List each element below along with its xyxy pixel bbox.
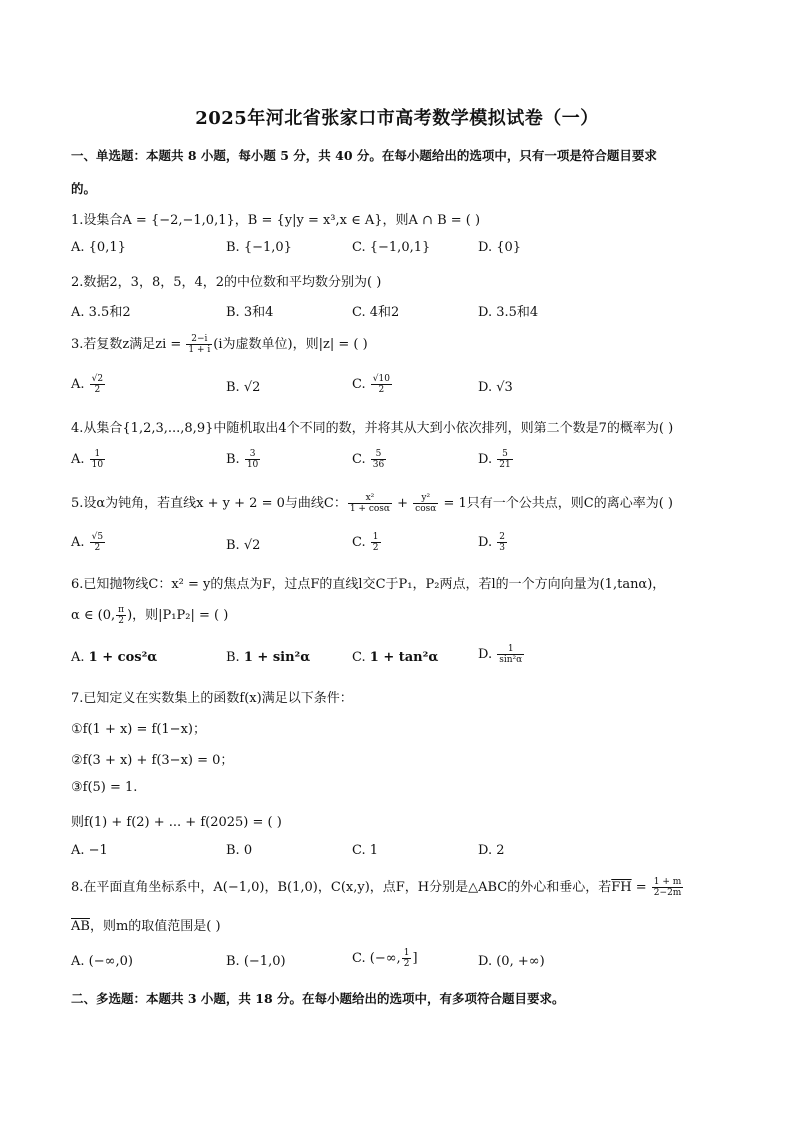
frac-num: 1 [403,948,410,958]
question-7-stem: 7.已知定义在实数集上的函数f(x)满足以下条件： [71,691,353,706]
question-6-option-c [352,650,438,665]
question-4-option-c [352,449,387,470]
frac-num: 3 [245,449,260,460]
option-fraction [497,449,512,470]
option-label: D. [478,954,493,969]
question-3-stem-pre: 3.若复数z满足zi = [71,337,186,352]
question-5-stem-pre: 5.设α为钝角，若直线x + y + 2 = 0与曲线C： [71,496,347,511]
frac-num: 1 [372,532,379,542]
question-6-stem-pre: α ∈ (0, [71,608,116,623]
option-fraction [402,948,412,969]
option-label: B. [226,954,240,969]
option-text: √2 [243,538,261,553]
frac-den: 2−2m [653,888,682,898]
question-8-stem-post: ，则m的取值范围是( ) [89,919,221,934]
question-5-fraction-x [348,493,392,514]
option-label: B. [226,538,240,553]
frac-num: 5 [371,449,386,460]
question-8-option-d [478,954,545,969]
question-3-stem-post: (i为虚数单位)，则|z| = ( ) [213,337,368,352]
frac-num: 2 [499,532,505,542]
equals-sign: = [631,880,651,895]
question-4-option-b [226,449,261,470]
question-3-stem [71,333,368,355]
option-label: C. [352,452,366,467]
option-text: (−1,0) [243,954,286,969]
section-1-heading-cont: 的。 [71,181,97,196]
frac-den: 2 [94,385,101,395]
question-8-stem-pre: 8.在平面直角坐标系中，A(−1,0)，B(1,0)，C(x,y)，点F，H分别是△ABC的外心和垂心，若 [71,880,612,895]
question-4-option-a [71,449,106,470]
frac-den: 1 + cosα [349,504,390,514]
option-label: A. [71,535,85,550]
question-3-fraction [186,334,212,355]
option-label: C. [352,377,366,392]
question-6-option-d [478,644,525,665]
frac-num: 5 [497,449,512,460]
frac-num: √5 [91,532,104,542]
vector-fh: $\overline{FH}$ [611,880,632,895]
frac-num: x² [348,493,392,504]
frac-den: 2 [378,385,385,395]
option-label: B. [226,650,240,665]
question-6-stem-post: )，则|P₁P₂| = ( ) [127,608,229,623]
frac-num: 1 [90,449,105,460]
option-label: D. [478,452,493,467]
option-label: A. [71,377,85,392]
option-label: B. [226,380,240,395]
frac-den: 2 [94,543,101,553]
option-text-post: ] [412,951,418,966]
option-fraction [90,374,105,395]
question-1-option-d: D. {0} [478,240,522,255]
question-6-option-a [71,650,157,665]
question-1-stem: 1.设集合A = {−2,−1,0,1}，B = {y|y = x³,x ∈ A}，则A ∩ B = ( ) [71,213,481,228]
question-2-option-d: D. 3.5和4 [478,305,539,320]
frac-den: 2 [118,616,124,626]
question-8-stem-line1 [71,876,684,898]
question-5-option-a [71,532,106,553]
page-title: 2025年河北省张家口市高考数学模拟试卷（一） [195,108,599,129]
question-1-option-b: B. {−1,0} [226,240,292,255]
option-fraction [245,449,260,470]
frac-den: 3 [499,543,505,553]
option-label: D. [478,535,493,550]
question-4-stem: 4.从集合{1,2,3,...,8,9}中随机取出4个不同的数，并将其从大到小依次排列，则第二个数是7的概率为( ) [71,421,674,436]
option-label: A. [71,452,85,467]
option-fraction [90,449,105,470]
question-7-ask: 则f(1) + f(2) + ... + f(2025) = ( ) [71,815,282,830]
question-3-option-b [226,380,260,395]
question-1-option-c: C. {−1,0,1} [352,240,431,255]
question-4-option-d [478,449,514,470]
question-6-option-b [226,650,310,665]
question-7-condition-1: ①f(1 + x) = f(1−x)； [71,722,206,737]
option-text: √2 [243,380,261,395]
section-1-heading: 一、单选题：本题共 8 小题，每小题 5 分，共 40 分。在每小题给出的选项中，只有一项是符合题目要求 [71,148,657,163]
question-8-option-b [226,954,286,969]
question-6-stem-line2 [71,604,228,626]
option-label: D. [478,647,493,662]
option-label: A. [71,954,85,969]
frac-den: 2 [403,959,410,969]
question-3-option-a [71,374,106,395]
frac-num: √2 [91,374,104,384]
frac-den: 10 [91,460,104,470]
option-text: 1 + tan²α [369,650,439,665]
frac-den: sin²α [499,655,523,665]
option-fraction [497,532,507,553]
option-label: B. [226,452,240,467]
question-2-option-c: C. 4和2 [352,305,400,320]
frac-den: 2 [372,543,379,553]
question-5-option-d [478,532,508,553]
option-text: (0, +∞) [496,954,545,969]
option-text: 1 + cos²α [88,650,158,665]
option-fraction [371,532,381,553]
question-3-frac-num: 2−i [186,334,212,345]
option-label: C. [352,650,366,665]
frac-den: 36 [372,460,385,470]
question-2-option-a: A. 3.5和2 [71,305,131,320]
option-text: 1 + sin²α [243,650,311,665]
option-label: A. [71,650,85,665]
question-2-stem: 2.数据2，3，8，5，4，2的中位数和平均数分别为( ) [71,275,382,290]
question-7-option-d: D. 2 [478,843,505,858]
option-fraction [371,449,386,470]
question-3-frac-den: 1 + i [188,345,211,355]
question-5-fraction-y [413,493,438,514]
option-fraction [90,532,105,553]
question-7-option-c: C. 1 [352,843,379,858]
frac-num: y² [413,493,438,504]
question-7-option-a: A. −1 [71,843,108,858]
frac-num: 1 + m [653,877,682,887]
question-5-option-c [352,532,382,553]
option-text: √3 [496,380,513,395]
frac-den: 10 [246,460,259,470]
question-5-option-b [226,538,260,553]
question-3-option-c [352,374,393,395]
question-5-stem [71,492,673,514]
question-5-stem-post: = 1只有一个公共点，则C的离心率为( ) [439,496,673,511]
question-8-stem-line2 [71,915,221,934]
question-8-option-a [71,954,133,969]
frac-den: 21 [499,460,511,470]
option-text-pre: (−∞, [369,951,401,966]
frac-den: cosα [415,504,437,514]
section-2-heading: 二、多选题：本题共 3 小题，共 18 分。在每小题给出的选项中，有多项符合题目要求。 [71,991,565,1006]
question-1-option-a: A. {0,1} [71,240,126,255]
frac-num: 1 [497,644,524,655]
question-6-stem-line1: 6.已知抛物线C：x² = y的焦点为F，过点F的直线l交C于P₁，P₂两点，若l的一个方向向量为(1,tanα)， [71,577,666,592]
question-7-condition-3: ③f(5) = 1. [71,780,138,795]
option-fraction [371,374,392,395]
frac-num: π [118,605,125,615]
question-7-condition-2: ②f(3 + x) + f(3−x) = 0； [71,753,234,768]
plus-sign: + [392,496,413,511]
option-label: C. [352,535,366,550]
question-8-fraction [652,877,684,898]
option-text: (−∞,0) [88,954,133,969]
vector-ab: $\overline{AB}$ [71,919,90,934]
question-7-option-b: B. 0 [226,843,253,858]
frac-num: √10 [372,374,390,384]
question-6-fraction [116,605,126,626]
option-fraction [497,644,524,665]
option-label: C. [352,951,366,966]
question-2-option-b: B. 3和4 [226,305,274,320]
option-label: D. [478,380,493,395]
question-8-option-c [352,948,418,969]
question-3-option-d [478,380,513,395]
